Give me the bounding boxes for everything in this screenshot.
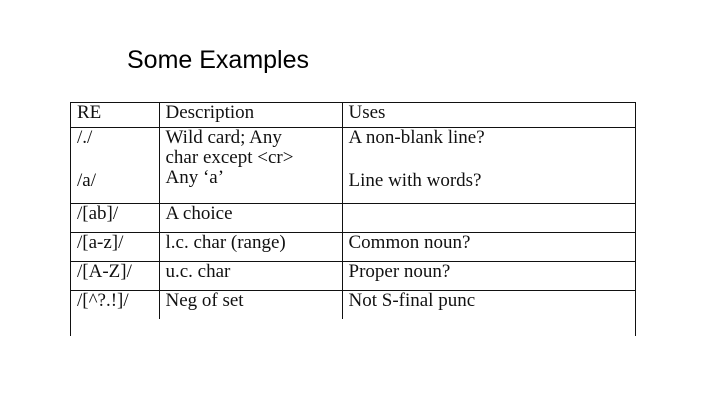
regex-table: [71, 103, 636, 319]
table-row: [71, 290, 636, 319]
cell-uses: Proper noun?: [342, 261, 636, 290]
table-header-row: [71, 103, 636, 127]
header-description: Description: [159, 103, 342, 127]
cell-uses: [342, 203, 636, 232]
cell-re: /[A-Z]/: [71, 261, 159, 290]
cell-uses: [342, 127, 636, 203]
slide-title: Some Examples: [127, 46, 310, 74]
header-uses: Uses: [342, 103, 636, 127]
cell-re: /[ab]/: [71, 203, 159, 232]
table-row: [71, 232, 636, 261]
cell-re: /[a-z]/: [71, 232, 159, 261]
cell-description: A choice: [159, 203, 342, 232]
uses-value: Line with words?: [348, 169, 482, 191]
cell-uses: Not S-final punc: [342, 290, 636, 319]
cell-re: [71, 127, 159, 203]
table-row: [71, 203, 636, 232]
description-value: Any ‘a’: [165, 166, 225, 188]
re-value: /a/: [77, 169, 96, 191]
cell-re: /[^?.!]/: [71, 290, 159, 319]
header-re: RE: [71, 103, 159, 127]
description-value: Wild card; Any: [165, 127, 282, 148]
cell-description: [159, 127, 342, 203]
regex-examples-table: [70, 102, 636, 336]
re-value: /./: [77, 127, 93, 148]
cell-description: Neg of set: [159, 290, 342, 319]
table-row: [71, 261, 636, 290]
cell-description: u.c. char: [159, 261, 342, 290]
cell-uses: Common noun?: [342, 232, 636, 261]
description-value: char except <cr>: [165, 146, 294, 168]
table-row: [71, 127, 636, 203]
uses-value: A non-blank line?: [348, 127, 485, 148]
cell-description: l.c. char (range): [159, 232, 342, 261]
